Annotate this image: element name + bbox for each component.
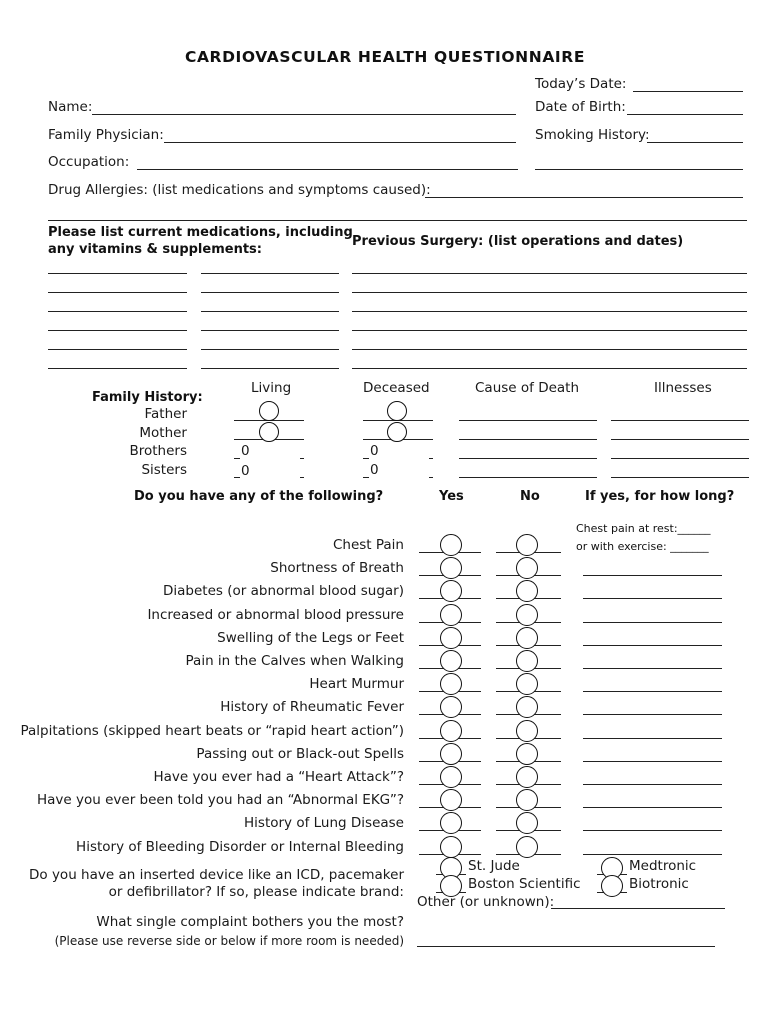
yes-radio[interactable] [440,836,462,858]
todays-date-label: Today’s Date: [535,76,627,92]
smoking-field[interactable] [647,142,743,143]
medtronic-label: Medtronic [629,858,697,874]
yes-radio[interactable] [440,743,462,765]
symptom-label: History of Rheumatic Fever [220,699,404,716]
occupation-field[interactable] [137,169,518,170]
smoking-label: Smoking History: [535,127,650,143]
name-field[interactable] [92,114,516,115]
complaint-field[interactable] [417,946,715,947]
symptom-label: Swelling of the Legs or Feet [217,629,404,646]
surgery-line[interactable] [352,273,747,274]
symptom-label: Heart Murmur [309,676,404,693]
sisters-living-count[interactable]: 0 [241,463,250,479]
sisters-cause-field[interactable] [459,477,597,478]
medication-line[interactable] [48,349,187,350]
how-long-field[interactable] [583,575,722,576]
todays-date-field[interactable] [633,91,743,92]
symptom-label: Chest Pain [332,537,404,553]
medication-line[interactable] [201,349,339,350]
no-radio[interactable] [516,650,538,672]
col-cause-of-death: Cause of Death [475,380,580,396]
complaint-note: (Please use reverse side or below if more room is needed) [54,934,404,948]
how-long-field[interactable] [583,830,722,831]
how-long-field[interactable] [583,784,722,785]
brothers-label: Brothers [129,443,187,459]
how-long-field[interactable] [583,738,722,739]
medication-line[interactable] [201,330,339,331]
sisters-living-line-end [300,477,304,478]
sisters-label: Sisters [141,462,187,478]
family-history-title: Family History: [92,390,203,405]
symptom-label: Shortness of Breath [270,560,404,577]
other-label: Other (or unknown): [417,894,555,910]
yes-radio[interactable] [440,650,462,672]
surgery-line[interactable] [352,349,747,350]
father-label: Father [144,406,187,422]
complaint-question: What single complaint bothers you the most? [96,914,404,930]
symptom-label: History of Bleeding Disorder or Internal Bleeding [76,838,404,855]
sisters-illness-field[interactable] [611,477,749,478]
biotronic-radio[interactable] [601,875,623,897]
father-living-radio[interactable] [259,401,279,421]
surgery-line[interactable] [352,292,747,293]
medications-header: Please list current medications, including [48,225,353,240]
medication-line[interactable] [48,311,187,312]
col-yes: Yes [439,489,464,504]
sisters-deceased-count[interactable]: 0 [370,462,379,478]
medication-line[interactable] [48,292,187,293]
no-radio[interactable] [516,604,538,626]
sisters-deceased-line [363,477,369,478]
chest-pain-rest: Chest pain at rest:______ [576,522,711,535]
brothers-illness-field[interactable] [611,458,749,459]
surgery-line[interactable] [352,330,747,331]
col-no: No [520,489,540,504]
symptom-label: Diabetes (or abnormal blood sugar) [163,583,404,600]
brothers-deceased-line-end [429,458,433,459]
medication-line[interactable] [48,330,187,331]
medication-line[interactable] [48,273,187,274]
symptoms-question: Do you have any of the following? [134,489,384,504]
dob-field[interactable] [627,114,743,115]
mother-living-radio[interactable] [259,422,279,442]
occupation-label: Occupation: [48,154,130,170]
extra-field[interactable] [535,169,743,170]
surgery-header: Previous Surgery: (list operations and dates) [352,234,684,249]
physician-field[interactable] [164,142,516,143]
device-question-2: or defibrillator? If so, please indicate brand: [108,884,404,900]
no-radio[interactable] [516,743,538,765]
mother-cause-field[interactable] [459,439,597,440]
medication-line[interactable] [48,368,187,369]
brothers-living-count[interactable]: 0 [241,443,250,459]
yes-radio[interactable] [440,627,462,649]
allergies-field-2[interactable] [48,220,747,221]
medication-line[interactable] [201,368,339,369]
symptom-label: Palpitations (skipped heart beats or “rapid heart action”) [20,722,404,739]
brothers-deceased-line [363,458,369,459]
medications-header-2: any vitamins & supplements: [48,242,262,257]
dob-label: Date of Birth: [535,99,626,115]
how-long-field[interactable] [583,714,722,715]
father-illness-field[interactable] [611,420,749,421]
how-long-field[interactable] [583,854,722,855]
symptom-label: Passing out or Black-out Spells [196,745,404,762]
device-question: Do you have an inserted device like an ICD, pacemaker [29,867,404,883]
how-long-field[interactable] [583,807,722,808]
yes-radio[interactable] [440,534,462,556]
biotronic-label: Biotronic [629,876,689,892]
no-radio[interactable] [516,627,538,649]
col-how-long: If yes, for how long? [585,489,735,504]
symptom-label: Pain in the Calves when Walking [185,653,404,669]
sisters-living-line [234,477,240,478]
symptom-label: History of Lung Disease [244,815,404,832]
boston-scientific-label: Boston Scientific [468,876,581,892]
no-radio[interactable] [516,766,538,788]
symptom-label: Have you ever had a “Heart Attack”? [153,769,404,785]
chest-pain-exercise: or with exercise: _______ [576,540,709,553]
surgery-line[interactable] [352,368,747,369]
medication-line[interactable] [201,273,339,274]
mother-illness-field[interactable] [611,439,749,440]
col-living: Living [251,380,292,396]
father-cause-field[interactable] [459,420,597,421]
st-jude-label: St. Jude [468,858,520,874]
no-radio[interactable] [516,836,538,858]
yes-radio[interactable] [440,720,462,742]
sisters-deceased-line-end [429,477,433,478]
surgery-line[interactable] [352,311,747,312]
how-long-field[interactable] [583,645,722,646]
yes-radio[interactable] [440,766,462,788]
symptom-label: Increased or abnormal blood pressure [147,606,404,623]
col-deceased: Deceased [363,380,430,396]
how-long-field[interactable] [583,691,722,692]
mother-deceased-radio[interactable] [387,422,407,442]
yes-radio[interactable] [440,604,462,626]
brothers-cause-field[interactable] [459,458,597,459]
mother-label: Mother [139,425,187,441]
medication-line[interactable] [201,311,339,312]
allergies-label: Drug Allergies: (list medications and symptoms caused): [48,182,431,198]
brothers-living-line [234,458,240,459]
brothers-deceased-count[interactable]: 0 [370,443,379,459]
no-radio[interactable] [516,534,538,556]
no-radio[interactable] [516,720,538,742]
other-field[interactable] [551,908,725,909]
how-long-field[interactable] [583,761,722,762]
physician-label: Family Physician: [48,127,164,143]
how-long-field[interactable] [583,668,722,669]
name-label: Name: [48,99,93,115]
symptom-label: Have you ever been told you had an “Abnormal EKG”? [36,792,404,809]
father-deceased-radio[interactable] [387,401,407,421]
allergies-field[interactable] [425,197,743,198]
col-illnesses: Illnesses [654,380,712,396]
page-title: CARDIOVASCULAR HEALTH QUESTIONNAIRE [184,48,586,66]
medication-line[interactable] [201,292,339,293]
brothers-living-line-end [300,458,304,459]
how-long-field[interactable] [583,598,722,599]
how-long-field[interactable] [583,622,722,623]
